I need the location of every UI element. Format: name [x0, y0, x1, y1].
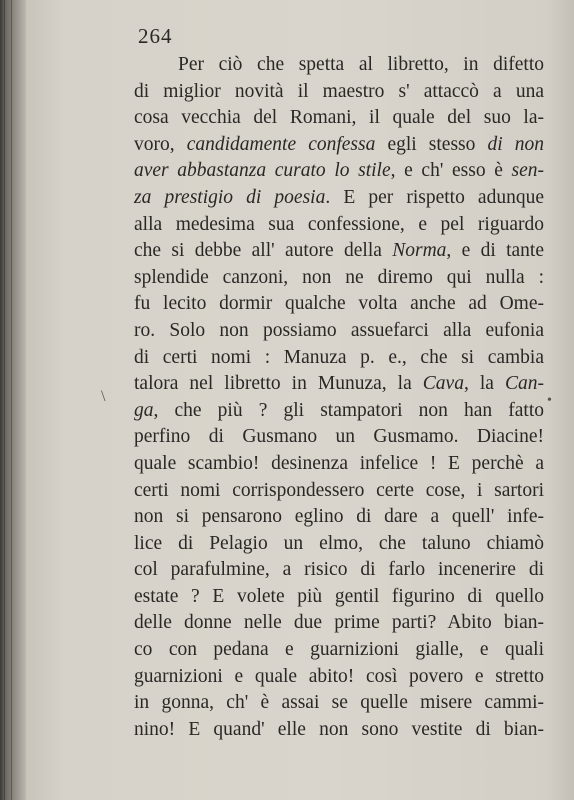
italic-text-segment: sen- — [511, 160, 544, 182]
text-segment: di certi nomi : Manuza p. e., che si cambia — [134, 346, 544, 368]
text-segment: alla medesima sua confessione, e pel riguardo — [134, 213, 544, 235]
text-line — [134, 584, 544, 611]
text-line — [134, 424, 544, 451]
text-line — [134, 52, 544, 79]
text-segment: perfino di Gusmano un Gusmamo. Diacine! — [134, 426, 544, 448]
italic-text-segment: Can- — [505, 373, 544, 395]
text-line — [134, 212, 544, 239]
text-segment: , e di tante — [446, 240, 545, 262]
text-segment: talora nel libretto in Munuza, la — [134, 373, 423, 395]
text-segment: col parafulmine, a risico di farlo incenerire di — [134, 559, 544, 581]
italic-text-segment: di non — [487, 133, 544, 155]
text-segment: di miglior novità il maestro s' attaccò a una — [134, 80, 544, 102]
italic-text-segment: Cava — [422, 373, 464, 395]
text-segment: non si pensarono eglino di dare a quell' infe- — [134, 506, 544, 528]
text-line — [134, 478, 544, 505]
text-segment: guarnizioni e quale abito! così povero e stretto — [134, 665, 544, 687]
text-segment: in gonna, ch' è assai se quelle misere cammi- — [134, 692, 544, 714]
text-line — [134, 291, 544, 318]
text-segment: . E per rispetto adunque — [325, 186, 544, 208]
text-segment: Per ciò che spetta al libretto, in difetto — [178, 54, 544, 75]
text-segment: certi nomi corrispondessero certe cose, i sartori — [134, 479, 544, 501]
text-segment: ro. Solo non possiamo assuefarci alla eufonia — [134, 319, 544, 341]
text-line — [134, 664, 544, 691]
italic-text-segment: Norma — [392, 240, 447, 262]
text-segment: estate ? E volete più gentil figurino di quello — [134, 585, 544, 607]
text-segment: , e ch' esso è — [390, 160, 512, 182]
text-line — [134, 531, 544, 558]
spine-edge-line — [4, 0, 5, 800]
text-line — [134, 690, 544, 717]
text-segment: , la — [463, 373, 505, 395]
text-segment: delle donne nelle due prime parti? Abito bian- — [134, 612, 544, 634]
text-line — [134, 717, 544, 744]
italic-text-segment: ga — [134, 399, 154, 421]
italic-text-segment: aver abbastanza curato lo stile — [134, 160, 391, 182]
text-line — [134, 132, 544, 159]
italic-text-segment: za prestigio di poesia — [134, 186, 326, 208]
text-segment: cosa vecchia del Romani, il quale del suo la- — [134, 107, 544, 129]
text-segment: nino! E quand' elle non sono vestite di bian- — [134, 718, 544, 740]
italic-text-segment: candidamente confessa — [186, 133, 376, 155]
margin-speck: \ — [101, 388, 106, 405]
text-line — [134, 637, 544, 664]
text-line — [134, 158, 544, 185]
text-line — [134, 105, 544, 132]
text-line — [134, 79, 544, 106]
text-line — [134, 398, 544, 425]
text-line — [134, 504, 544, 531]
text-segment: splendide canzoni, non ne diremo qui nulla : — [134, 266, 544, 288]
text-line — [134, 557, 544, 584]
text-line — [134, 185, 544, 212]
text-segment: egli stesso — [375, 133, 488, 155]
text-segment: , che più ? gli stampatori non han fatto — [153, 399, 544, 421]
text-line — [134, 345, 544, 372]
text-line — [134, 265, 544, 292]
text-line — [134, 610, 544, 637]
text-segment: fu lecito dormir qualche volta anche ad Ome- — [134, 293, 544, 315]
text-segment: co con pedana e guarnizioni gialle, e quali — [134, 639, 544, 661]
text-line — [134, 371, 544, 398]
text-segment: quale scambio! desinenza infelice ! E perchè a — [134, 452, 544, 474]
text-line — [134, 451, 544, 478]
page-body-text — [134, 52, 544, 743]
text-segment: che si debbe all' autore della — [134, 240, 393, 262]
text-line — [134, 238, 544, 265]
text-line — [134, 318, 544, 345]
margin-speck: • — [547, 393, 552, 408]
text-segment: voro, — [134, 133, 187, 155]
spine-edge-line — [11, 0, 12, 800]
text-segment: lice di Pelagio un elmo, che taluno chiamò — [134, 532, 544, 554]
page-number: 264 — [138, 24, 173, 48]
